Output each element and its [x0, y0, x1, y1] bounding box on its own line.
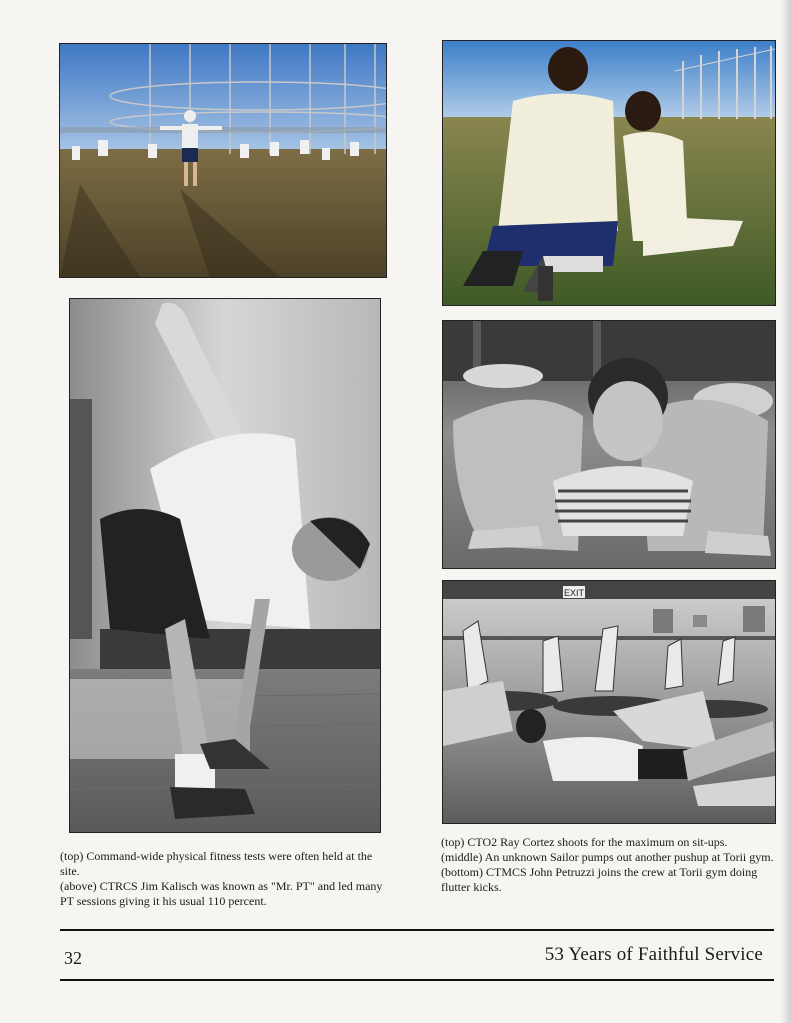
caption-pushup: (middle) An unknown Sailor pumps out another pushup at Torii gym.	[441, 850, 774, 864]
photo-stretch	[69, 298, 381, 833]
photo-group-exercise	[59, 43, 387, 278]
footer-bottom-rule	[60, 979, 774, 981]
caption-sit-ups: (top) CTO2 Ray Cortez shoots for the maximum on sit-ups.	[441, 835, 728, 849]
caption-group-exercise: (top) Command-wide physical fitness tests were often held at the site.	[60, 849, 373, 878]
photo-sit-ups	[442, 40, 776, 306]
photo-pushup	[442, 320, 776, 569]
caption-left	[60, 849, 394, 909]
page-number: 32	[64, 948, 82, 968]
photo-flutter-kicks	[442, 580, 776, 824]
running-title: 53 Years of Faithful Service	[544, 944, 763, 965]
page-edge-shadow	[781, 0, 791, 1023]
caption-stretch: (above) CTRCS Jim Kalisch was known as "Mr. PT" and led many PT sessions giving it his usual 110 percent.	[60, 879, 383, 908]
caption-right	[441, 835, 774, 895]
caption-flutter-kicks: (bottom) CTMCS John Petruzzi joins the crew at Torii gym doing flutter kicks.	[441, 865, 758, 894]
footer-top-rule	[60, 929, 774, 931]
exit-sign: EXIT	[563, 588, 585, 598]
